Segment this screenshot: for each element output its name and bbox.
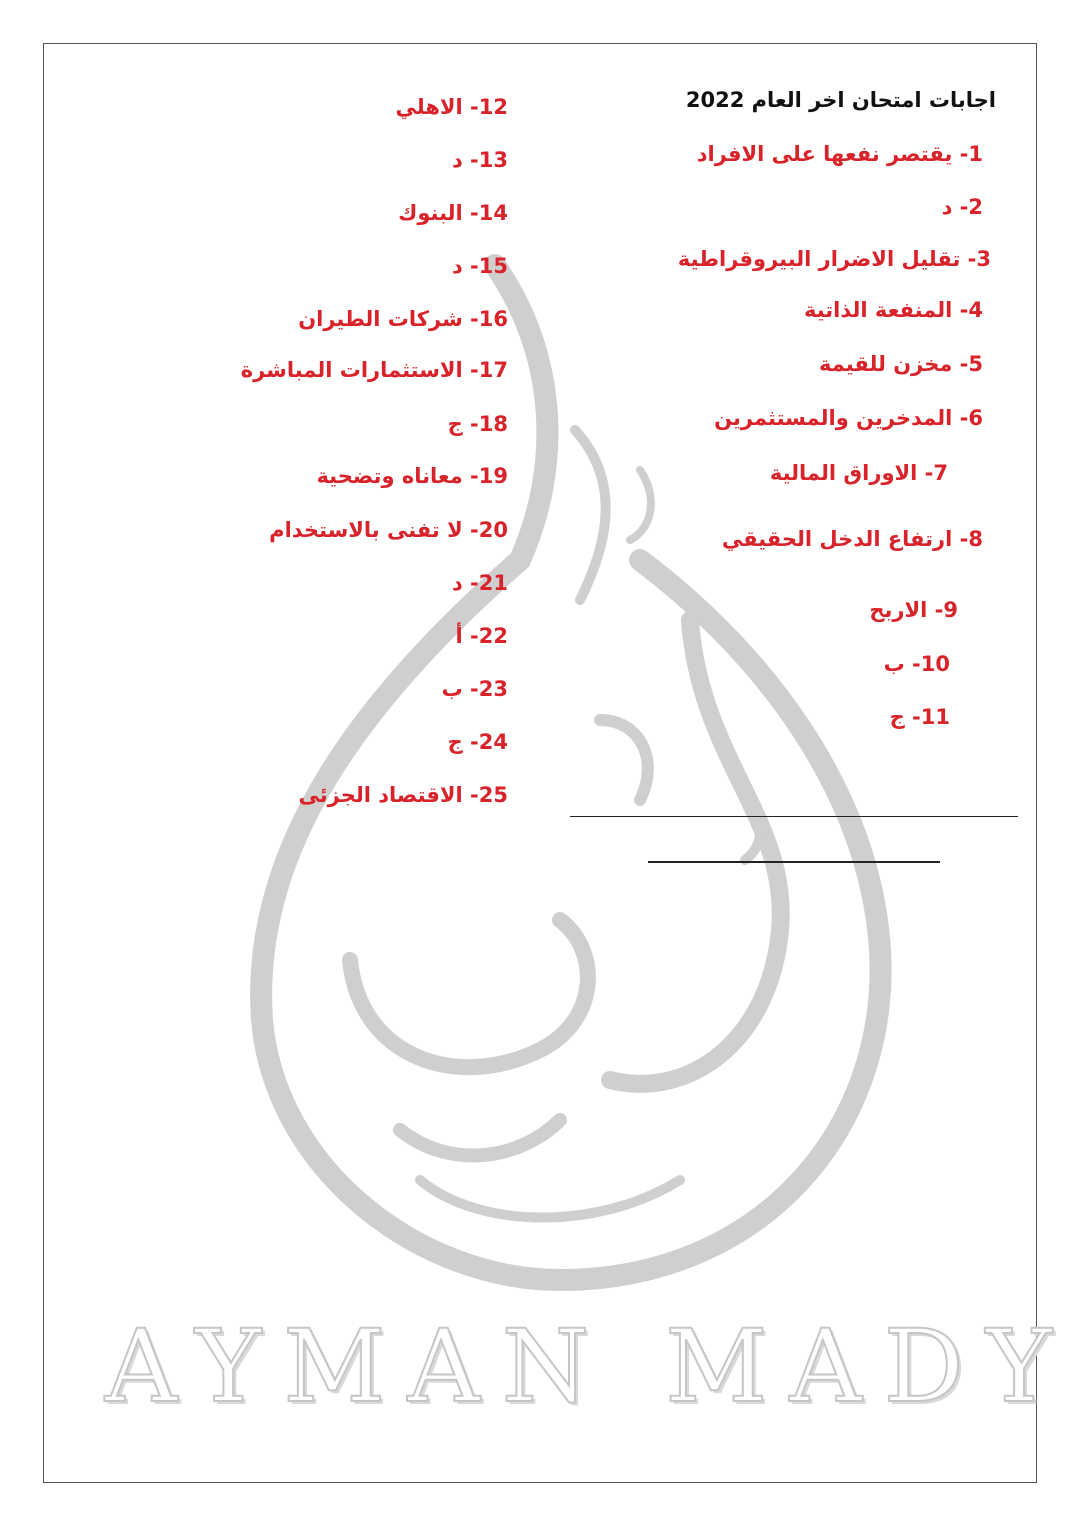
answer-1: 1- يقتصر نفعها على الافراد: [696, 142, 983, 166]
answer-21: 21- د: [451, 571, 508, 595]
answer-25: 25- الاقتصاد الجزئى: [298, 783, 508, 807]
divider-line: [570, 816, 1018, 817]
divider-line: [648, 861, 940, 863]
answer-2: 2- د: [941, 195, 983, 219]
answer-11: 11- ج: [889, 705, 950, 729]
answer-15: 15- د: [451, 254, 508, 278]
answer-3: 3- تقليل الاضرار البيروقراطية: [677, 247, 991, 271]
answer-19: 19- معاناه وتضحية: [316, 464, 508, 488]
answer-9: 9- الاربح: [869, 598, 958, 622]
answer-4: 4- المنفعة الذاتية: [803, 298, 983, 322]
answer-8: 8- ارتفاع الدخل الحقيقي: [721, 527, 983, 551]
answer-13: 13- د: [451, 148, 508, 172]
answer-20: 20- لا تفنى بالاستخدام: [269, 518, 508, 542]
answer-7: 7- الاوراق المالية: [769, 461, 948, 485]
answer-5: 5- مخزن للقيمة: [818, 352, 983, 376]
answer-12: 12- الاهلي: [395, 95, 508, 119]
answer-16: 16- شركات الطيران: [298, 307, 508, 331]
answer-22: 22- أ: [455, 624, 508, 648]
answer-24: 24- ج: [447, 730, 508, 754]
answer-6: 6- المدخرين والمستثمرين: [714, 406, 983, 430]
watermark-text: AYMAN MADY: [105, 1308, 1074, 1425]
answer-23: 23- ب: [441, 677, 508, 701]
answer-17: 17- الاستثمارات المباشرة: [240, 358, 508, 382]
page-title: اجابات امتحان اخر العام 2022: [685, 88, 996, 112]
answer-10: 10- ب: [883, 652, 950, 676]
answer-14: 14- البنوك: [398, 201, 508, 225]
answer-18: 18- ج: [447, 412, 508, 436]
